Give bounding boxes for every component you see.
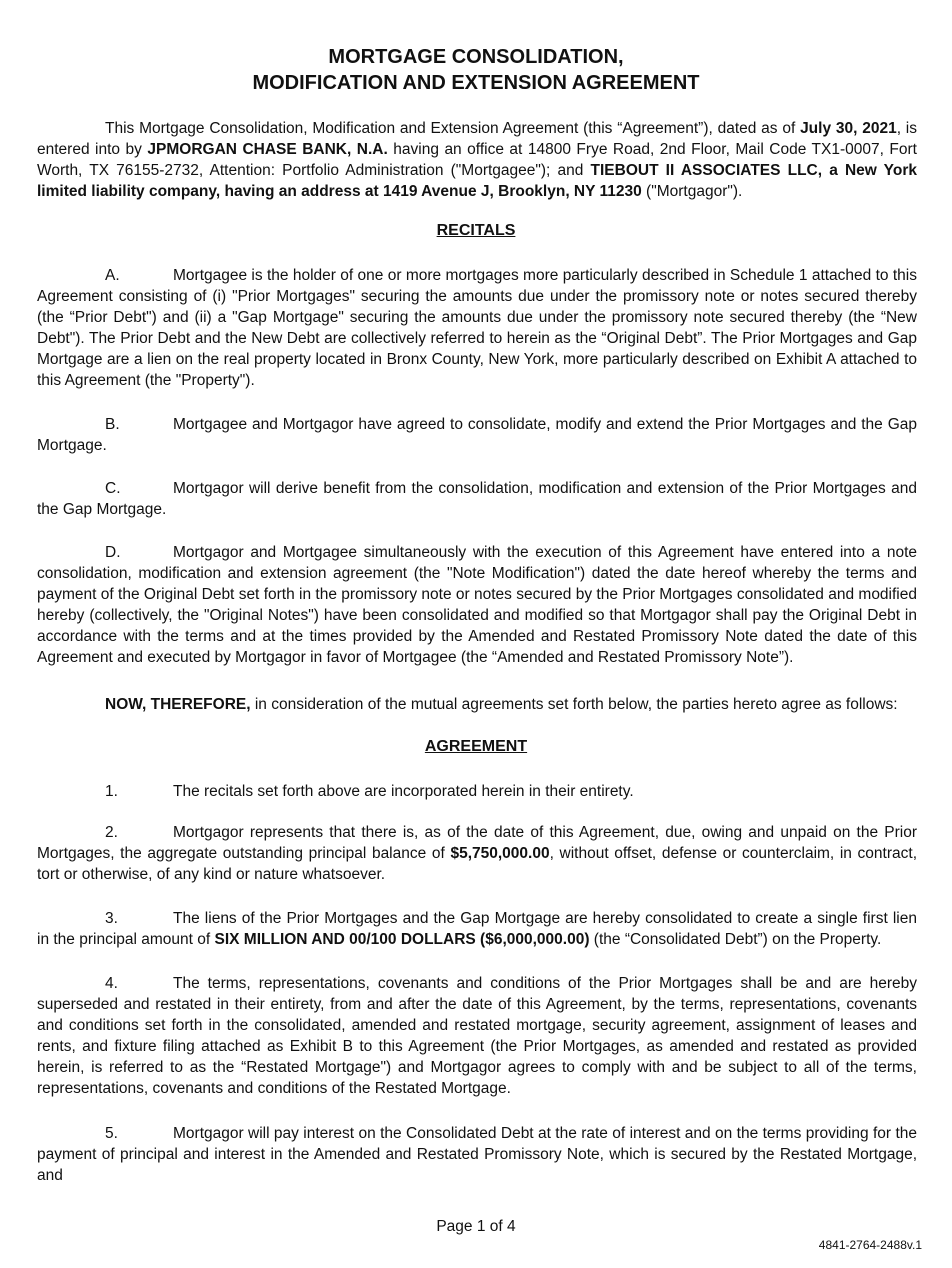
intro-date: July 30, 2021 [800,120,897,137]
page-number: Page 1 of 4 [436,1218,516,1235]
section-text: The recitals set forth above are incorporated herein in their entirety. [173,783,634,800]
section-3 [37,908,917,950]
now-therefore-bold: NOW, THEREFORE, [105,696,251,713]
recitals-heading: RECITALS [436,222,516,239]
recital-text: Mortgagor and Mortgagee simultaneously with the execution of this Agreement have entered into a note consolidation, modification and extension agreement (the "Note Modification") dated the date hereof whereby the terms and payment of the Original Debt set forth in the promissory note or notes secured by the Prior Mortgages consolidated and modified hereby (collectively, the "Original Notes") have been consolidated and modified so that Mortgagor shall pay the Original Debt in accordance with the terms and at the times provided by the Amended and Restated Promissory Note dated the date of this Agreement and executed by Mortgagor in favor of Mortgagee (the “Amended and Restated Promissory Note”). [37,544,917,666]
recital-marker: B. [105,416,120,433]
section-marker: 2. [105,824,118,841]
intro-borrower: TIEBOUT II ASSOCIATES LLC, a New York limited liability company, having an address at 1419 Avenue J, Brooklyn, NY 11230 [37,162,917,200]
section-marker: 5. [105,1125,118,1142]
document-id: 4841-2764-2488v.1 [818,1238,922,1252]
now-therefore-text: in consideration of the mutual agreements set forth below, the parties hereto agree as follows: [250,696,898,713]
recital-marker: C. [105,480,121,497]
document-title [0,44,952,96]
section-marker: 1. [105,783,118,800]
intro-text-3: having an office at 14800 Frye Road, 2nd Floor, Mail Code TX1-0007, Fort Worth, TX 76155-2732, Attention: Portfolio Administration ("Mortgagee"); and [37,141,917,179]
recital-b [37,414,917,456]
section-amount: $5,750,000.00 [450,845,550,862]
section-text: Mortgagor will pay interest on the Consolidated Debt at the rate of interest and on the terms providing for the payment of principal and interest in the Amended and Restated Promissory Note, which is secured by the Restated Mortgage, and [37,1125,917,1184]
now-therefore-paragraph [37,694,917,715]
agreement-heading: AGREEMENT [424,738,528,755]
section-2 [37,822,917,885]
intro-text-4: ("Mortgagor"). [641,183,743,200]
recital-marker: D. [105,544,121,561]
section-1 [37,781,917,802]
section-text: The terms, representations, covenants and conditions of the Prior Mortgages shall be and are hereby superseded and restated in their entirety, from and after the date of this Agreement, by the terms, representations, covenants and conditions set forth in the consolidated, amended and restated mortgage, security agreement, assignment of leases and rents, and fixture filing attached as Exhibit B to this Agreement (the Prior Mortgages, as amended and restated as provided herein, is referred to as the “Restated Mortgage") and Mortgagor agrees to comply with and be subject to all of the terms, representations, covenants and conditions of the Restated Mortgage. [37,975,917,1097]
section-amount: SIX MILLION AND 00/100 DOLLARS ($6,000,000.00) [214,931,590,948]
recital-a [37,265,917,391]
section-text: (the “Consolidated Debt”) on the Property. [589,931,882,948]
section-5 [37,1123,917,1186]
recital-d [37,542,917,668]
section-text: The liens of the Prior Mortgages and the Gap Mortgage are hereby consolidated to create a single first lien in the principal amount of [37,910,917,948]
recital-text: Mortgagee and Mortgagor have agreed to consolidate, modify and extend the Prior Mortgages and the Gap Mortgage. [37,416,917,454]
recital-text: Mortgagor will derive benefit from the consolidation, modification and extension of the Prior Mortgages and the Gap Mortgage. [37,480,917,518]
recital-marker: A. [105,267,120,284]
intro-bank: JPMORGAN CHASE BANK, N.A. [147,141,388,158]
section-marker: 4. [105,975,118,992]
recital-text: Mortgagee is the holder of one or more mortgages more particularly described in Schedule 1 attached to this Agreement consisting of (i) "Prior Mortgages" securing the amounts due under the promissory note or notes secured thereby (the “Prior Debt") and (ii) a "Gap Mortgage" securing the amounts due under the promissory note secured thereby (the “New Debt"). The Prior Debt and the New Debt are collectively referred to herein as the “Original Debt”. The Prior Mortgages and Gap Mortgage are a lien on the real property located in Bronx County, New York, more particularly described on Exhibit A attached to this Agreement (the "Property"). [37,267,917,389]
section-text: Mortgagor represents that there is, as of the date of this Agreement, due, owing and unpaid on the Prior Mortgages, the aggregate outstanding principal balance of [37,824,917,862]
title-line-1: MORTGAGE CONSOLIDATION, [328,46,624,68]
section-marker: 3. [105,910,118,927]
intro-text-1: This Mortgage Consolidation, Modification and Extension Agreement (this “Agreement”), dated as of [105,120,801,137]
section-4 [37,973,917,1099]
section-text: , without offset, defense or counterclaim, in contract, tort or otherwise, of any kind or nature whatsoever. [37,845,918,883]
intro-paragraph [37,118,917,202]
intro-text-2: , is entered into by [37,120,917,158]
title-line-2: MODIFICATION AND EXTENSION AGREEMENT [252,72,700,94]
recital-c [37,478,917,520]
